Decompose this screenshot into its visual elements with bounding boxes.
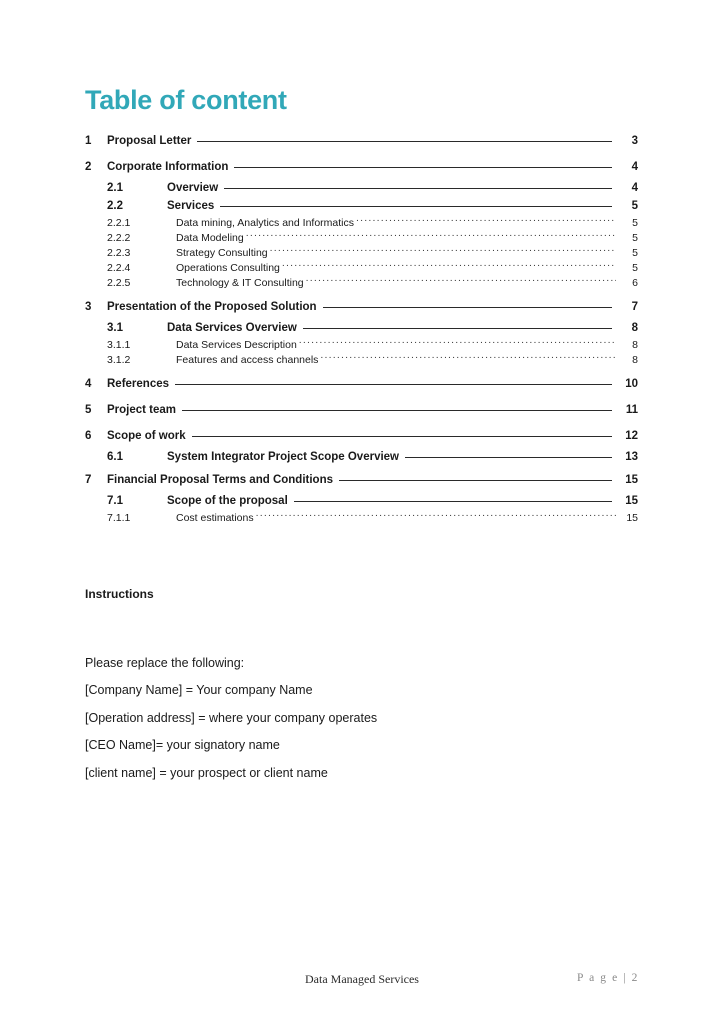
toc-entry-number: 4 bbox=[85, 378, 92, 390]
toc-entry-page-number: 4 bbox=[631, 161, 638, 173]
toc-entry-page-number: 6 bbox=[632, 276, 638, 289]
toc-entry-label: Strategy Consulting bbox=[176, 246, 268, 259]
toc-entry-level-3[interactable] bbox=[85, 230, 638, 245]
toc-entry-page-number: 10 bbox=[625, 378, 638, 390]
toc-entry-page-number: 15 bbox=[625, 474, 638, 486]
table-of-contents bbox=[85, 130, 638, 525]
footer-page-number: P a g e | 2 bbox=[577, 972, 639, 984]
toc-entry-number: 2.1 bbox=[107, 182, 123, 194]
toc-entry-level-3[interactable] bbox=[85, 245, 638, 260]
toc-entry-page-number: 15 bbox=[626, 511, 638, 524]
toc-leader bbox=[224, 180, 616, 192]
instructions-heading: Instructions bbox=[85, 587, 154, 601]
toc-entry-page-number: 4 bbox=[631, 182, 638, 194]
toc-entry-level-1[interactable] bbox=[85, 296, 638, 319]
toc-entry-level-1[interactable] bbox=[85, 130, 638, 153]
toc-leader bbox=[234, 159, 616, 171]
toc-entry-label: Proposal Letter bbox=[107, 135, 192, 147]
toc-entry-number: 2 bbox=[85, 161, 92, 173]
toc-entry-label: Data Services Overview bbox=[167, 322, 297, 334]
toc-entry-level-1[interactable] bbox=[85, 373, 638, 396]
toc-entry-number: 1 bbox=[85, 135, 92, 147]
instructions-intro: Please replace the following: bbox=[85, 656, 245, 670]
toc-entry-page-number: 11 bbox=[625, 404, 638, 416]
toc-entry-number: 3 bbox=[85, 301, 92, 313]
toc-entry-label: Scope of the proposal bbox=[167, 495, 288, 507]
toc-entry-level-2[interactable] bbox=[85, 319, 638, 337]
toc-leader bbox=[282, 260, 616, 271]
toc-entry-label: Presentation of the Proposed Solution bbox=[107, 301, 317, 313]
toc-leader bbox=[303, 320, 616, 332]
instruction-line: [Operation address] = where your company operates bbox=[85, 710, 378, 725]
toc-entry-level-3[interactable] bbox=[85, 352, 638, 367]
toc-entry-page-number: 5 bbox=[632, 246, 638, 259]
toc-entry-page-number: 15 bbox=[625, 495, 638, 507]
toc-entry-number: 6 bbox=[85, 430, 92, 442]
toc-entry-level-1[interactable] bbox=[85, 425, 638, 448]
toc-entry-page-number: 3 bbox=[631, 135, 638, 147]
toc-entry-label: Features and access channels bbox=[176, 353, 319, 366]
toc-entry-number: 3.1.1 bbox=[107, 338, 131, 351]
toc-entry-page-number: 13 bbox=[625, 451, 638, 463]
toc-entry-label: Services bbox=[167, 200, 215, 212]
toc-entry-label: Technology & IT Consulting bbox=[176, 276, 304, 289]
toc-entry-label: Overview bbox=[167, 182, 219, 194]
toc-entry-label: Cost estimations bbox=[176, 511, 254, 524]
toc-entry-level-3[interactable] bbox=[85, 260, 638, 275]
toc-entry-page-number: 5 bbox=[631, 200, 638, 212]
toc-entry-page-number: 5 bbox=[632, 261, 638, 274]
toc-entry-number: 2.2 bbox=[107, 200, 123, 212]
toc-leader bbox=[182, 402, 616, 414]
toc-leader bbox=[339, 472, 616, 484]
toc-entry-level-3[interactable] bbox=[85, 215, 638, 230]
toc-entry-page-number: 12 bbox=[625, 430, 638, 442]
toc-entry-number: 7 bbox=[85, 474, 92, 486]
toc-entry-label: References bbox=[107, 378, 170, 390]
toc-entry-label: Scope of work bbox=[107, 430, 186, 442]
toc-entry-number: 3.1.2 bbox=[107, 353, 131, 366]
toc-entry-number: 2.2.1 bbox=[107, 216, 131, 229]
toc-leader bbox=[294, 493, 616, 505]
toc-entry-level-2[interactable] bbox=[85, 492, 638, 510]
toc-leader bbox=[256, 510, 616, 521]
instruction-line: [CEO Name]= your signatory name bbox=[85, 738, 280, 753]
toc-leader bbox=[299, 337, 616, 348]
toc-entry-number: 3.1 bbox=[107, 322, 123, 334]
toc-entry-number: 2.2.4 bbox=[107, 261, 131, 274]
toc-entry-label: Data Services Description bbox=[176, 338, 297, 351]
page-footer bbox=[85, 972, 639, 992]
toc-entry-level-3[interactable] bbox=[85, 510, 638, 525]
toc-entry-page-number: 8 bbox=[631, 322, 638, 334]
toc-leader bbox=[270, 245, 616, 256]
toc-leader bbox=[197, 133, 616, 145]
toc-leader bbox=[320, 352, 616, 363]
toc-leader bbox=[246, 230, 616, 241]
toc-entry-label: Project team bbox=[107, 404, 177, 416]
instructions-body bbox=[85, 655, 377, 792]
toc-entry-page-number: 8 bbox=[632, 338, 638, 351]
toc-entry-number: 2.2.3 bbox=[107, 246, 131, 259]
footer-document-name: Data Managed Services bbox=[305, 972, 419, 986]
toc-entry-number: 6.1 bbox=[107, 451, 123, 463]
toc-entry-level-1[interactable] bbox=[85, 399, 638, 422]
instruction-line: [client name] = your prospect or client name bbox=[85, 765, 328, 780]
toc-entry-page-number: 7 bbox=[631, 301, 638, 313]
toc-entry-page-number: 5 bbox=[632, 216, 638, 229]
toc-entry-label: Data mining, Analytics and Informatics bbox=[176, 216, 354, 229]
toc-entry-level-1[interactable] bbox=[85, 156, 638, 179]
toc-entry-label: System Integrator Project Scope Overview bbox=[167, 451, 400, 463]
toc-leader bbox=[323, 299, 616, 311]
page-title: Table of content bbox=[85, 85, 287, 115]
toc-entry-number: 7.1.1 bbox=[107, 511, 131, 524]
toc-leader bbox=[220, 198, 616, 210]
toc-entry-label: Corporate Information bbox=[107, 161, 229, 173]
toc-leader bbox=[356, 215, 616, 226]
toc-entry-level-3[interactable] bbox=[85, 337, 638, 352]
toc-entry-level-2[interactable] bbox=[85, 197, 638, 215]
toc-entry-label: Operations Consulting bbox=[176, 261, 280, 274]
toc-entry-number: 2.2.2 bbox=[107, 231, 131, 244]
toc-leader bbox=[192, 428, 616, 440]
toc-entry-number: 2.2.5 bbox=[107, 276, 131, 289]
instruction-line: [Company Name] = Your company Name bbox=[85, 683, 313, 698]
toc-leader bbox=[405, 449, 616, 461]
toc-leader bbox=[175, 376, 616, 388]
toc-entry-page-number: 5 bbox=[632, 231, 638, 244]
toc-entry-level-1[interactable] bbox=[85, 469, 638, 492]
toc-entry-page-number: 8 bbox=[632, 353, 638, 366]
toc-entry-level-2[interactable] bbox=[85, 448, 638, 466]
toc-entry-level-2[interactable] bbox=[85, 179, 638, 197]
toc-entry-number: 5 bbox=[85, 404, 92, 416]
toc-entry-level-3[interactable] bbox=[85, 275, 638, 290]
toc-leader bbox=[306, 275, 616, 286]
toc-entry-label: Data Modeling bbox=[176, 231, 244, 244]
toc-entry-number: 7.1 bbox=[107, 495, 123, 507]
toc-entry-label: Financial Proposal Terms and Conditions bbox=[107, 474, 333, 486]
